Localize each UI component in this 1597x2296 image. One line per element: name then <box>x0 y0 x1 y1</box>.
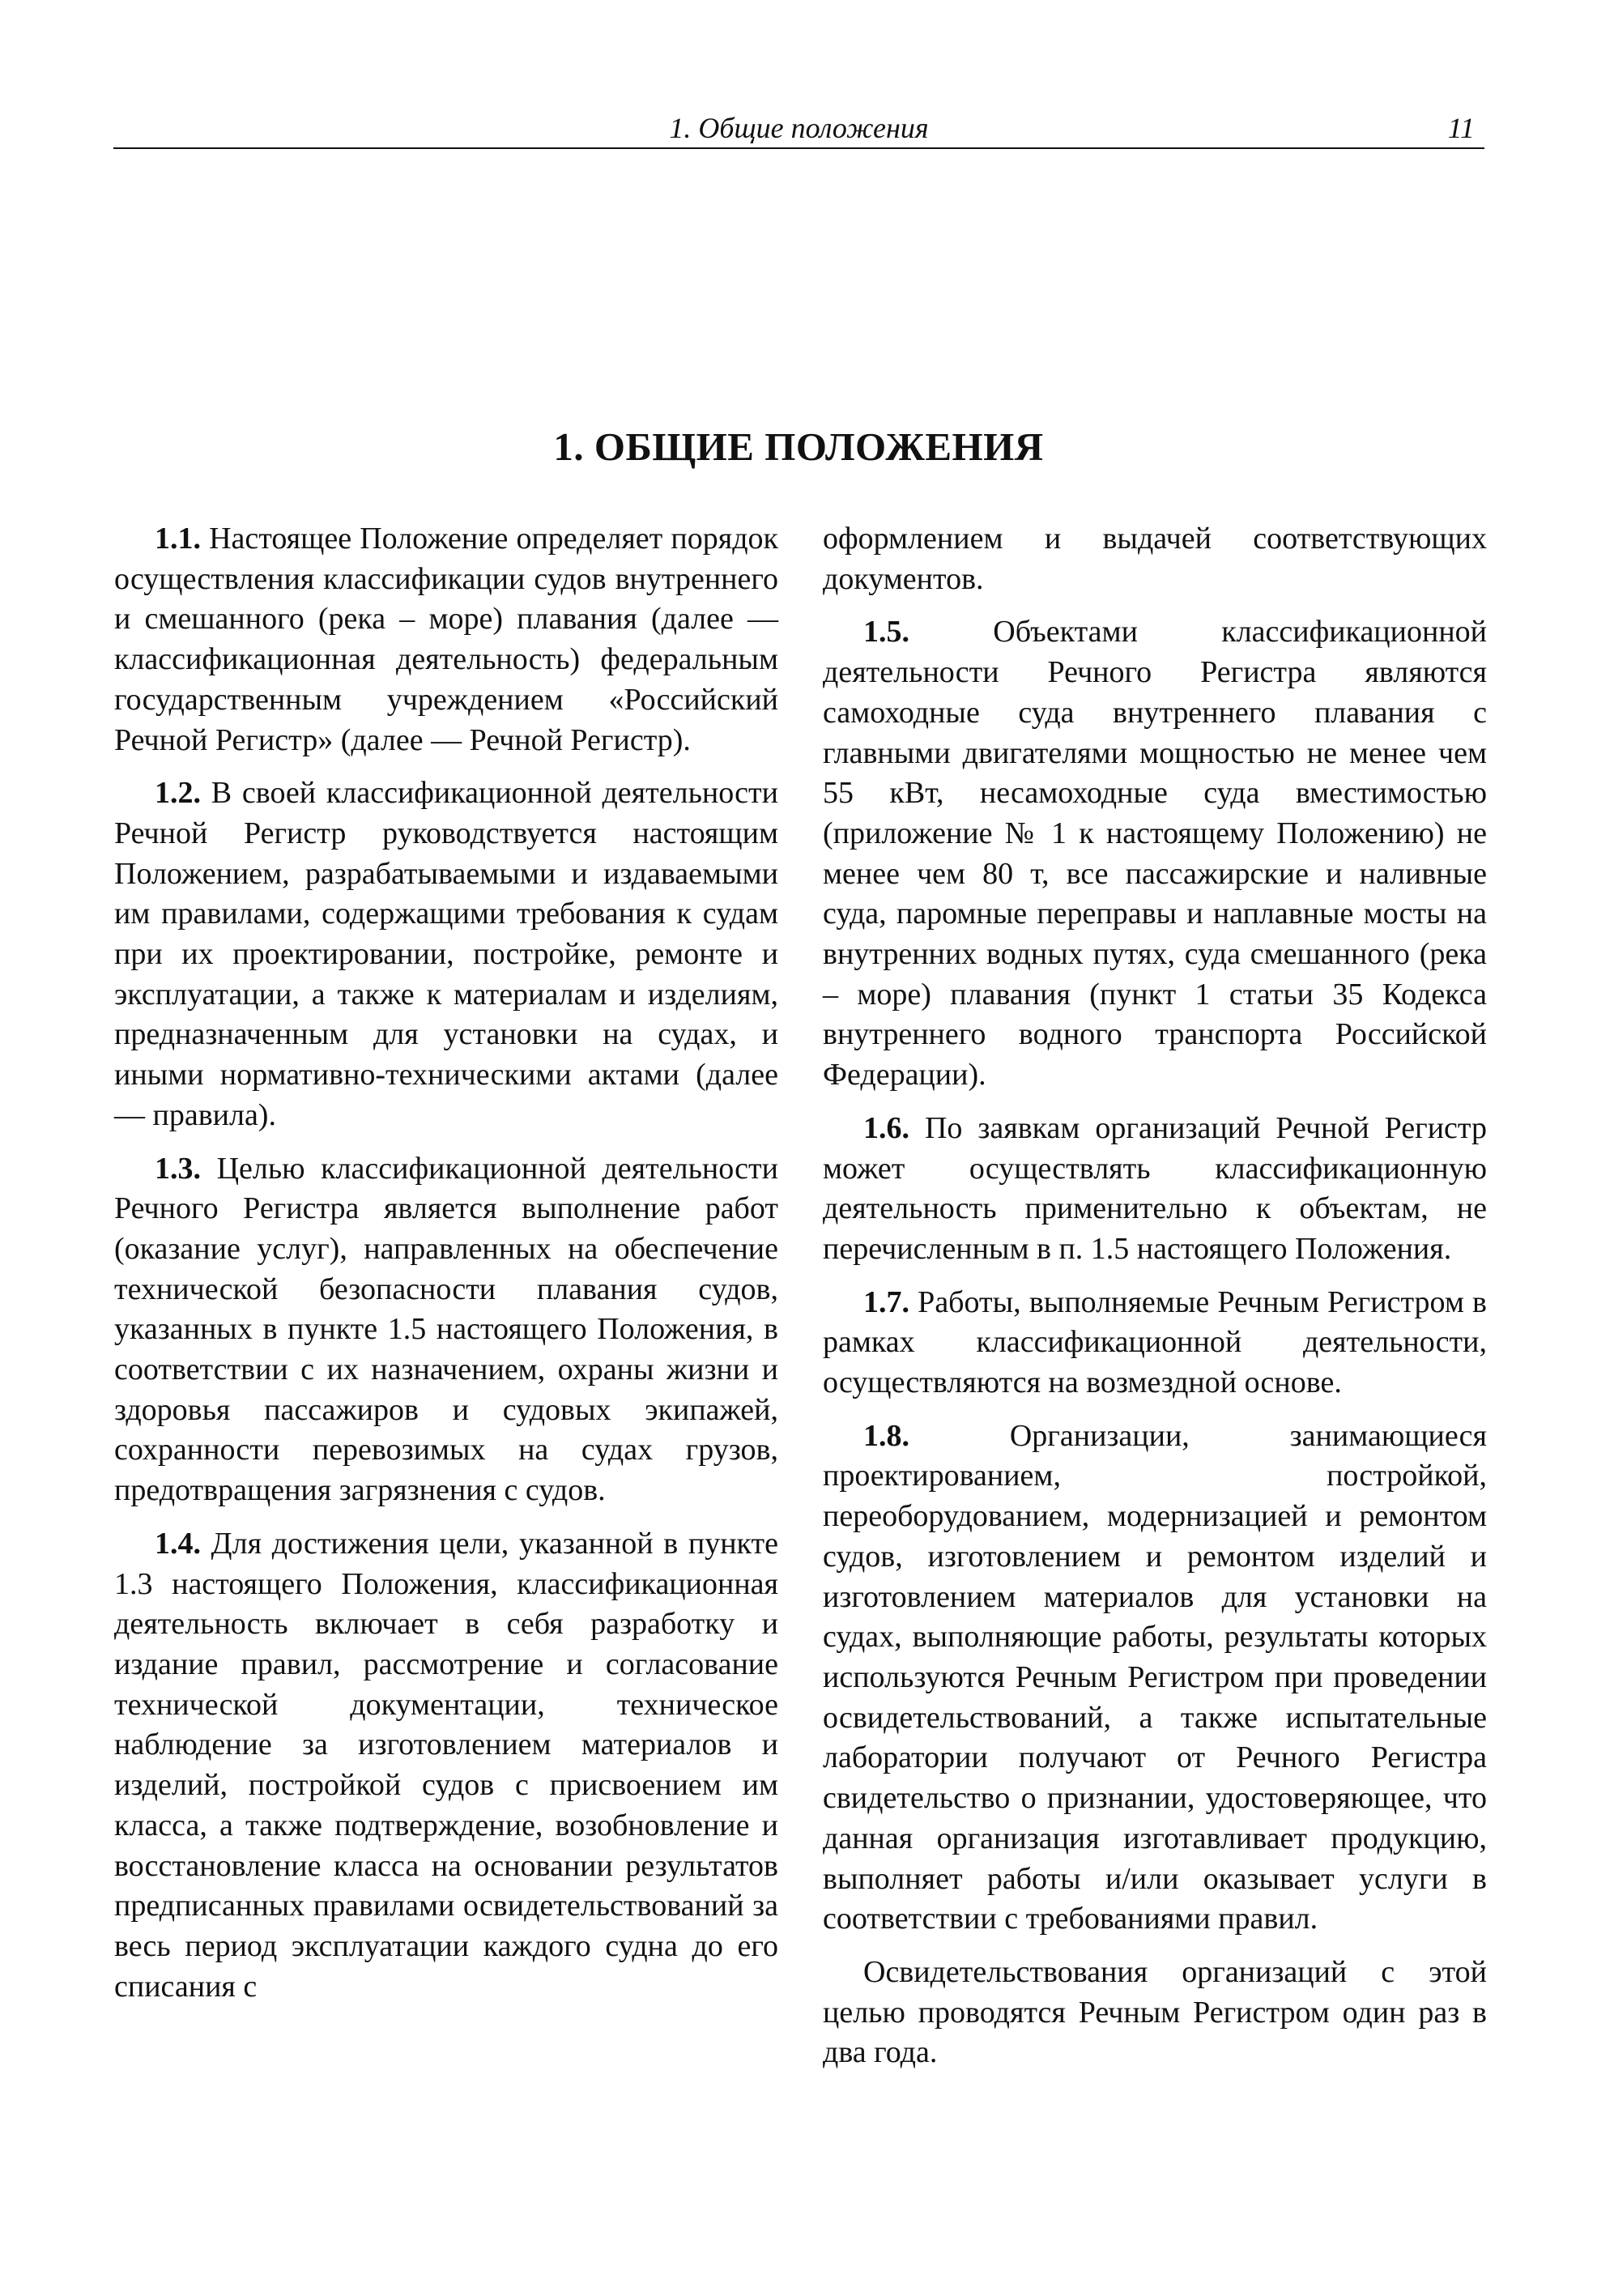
paragraph-1-4 <box>114 1524 778 2007</box>
paragraph-number: 1.4. <box>155 1526 201 1561</box>
paragraph-text: Работы, выполняемые Речным Регистром в рамках классификационной деятельности, осуществляются на возмездной основе. <box>823 1284 1487 1400</box>
paragraph-1-2 <box>114 773 778 1135</box>
paragraph-1-7 <box>823 1283 1487 1404</box>
paragraph-text: Настоящее Положение определяет порядок осуществления классификации судов внутреннего и смешанного (река – море) плавания (далее — классификационная деятельность) федеральным государственным учреждением «Российский Речной Регистр» (далее — Речной Регистр). <box>114 522 778 757</box>
page-number: 11 <box>1447 112 1475 144</box>
paragraph-1-8 <box>823 1416 1487 1940</box>
paragraph-number: 1.5. <box>863 615 909 650</box>
chapter-title: 1. ОБЩИЕ ПОЛОЖЕНИЯ <box>553 424 1044 469</box>
paragraph-1-6 <box>823 1109 1487 1270</box>
paragraph-1-1 <box>114 519 778 760</box>
right-column <box>823 519 1487 2086</box>
paragraph-number: 1.2. <box>155 776 201 811</box>
paragraph-text: По заявкам организаций Речной Регистр может осуществлять классификационную деятельность применительно к объектам, не перечисленным в п. 1.5 настоящего Положения. <box>823 1110 1487 1266</box>
paragraph-text: Целью классификационной деятельности Речного Регистра является выполнение работ (оказание услуг), направленных на обеспечение технической безопасности плавания судов, указанных в пункте 1.5 настоящего Положения, в соответствии с их назначением, охраны жизни и здоровья пассажиров и судовых экипажей, сохранности перевозимых на судах грузов, предотвращения загрязнения с судов. <box>114 1151 778 1508</box>
paragraph-text: В своей классификационной деятельности Речной Регистр руководствуется настоящим Положением, разрабатываемыми и издаваемыми им правилами, содержащими требования к судам при их проектировании, постройке, ремонте и эксплуатации, а также к материалам и изделиям, предназначенным для установки на судах, и иными нормативно-техническими актами (далее — правила). <box>114 776 778 1132</box>
paragraph-number: 1.3. <box>155 1151 201 1186</box>
paragraph-text: Организации, занимающиеся проектированием, постройкой, переоборудованием, модернизацией и ремонтом судов, изготовлением и ремонтом изделий и изготовлением материалов для установки на судах, выполняющие работы, результаты которых используются Речным Регистром при проведении освидетельствований, а также испытательные лаборатории получают от Речного Регистра свидетельство о признании, удостоверяющее, что данная организация изготавливает продукцию, выполняет работы и/или оказывает услуги в соответствии с требованиями правил. <box>823 1418 1487 1936</box>
page-header <box>113 110 1484 149</box>
paragraph-1-5 <box>823 612 1487 1095</box>
paragraph-text: Для достижения цели, указанной в пункте 1.3 настоящего Положения, классификационная деятельность включает в себя разработку и издание правил, рассмотрение и согласование технической документации, техническое наблюдение за изготовлением материалов и изделий, постройкой судов с присвоением им класса, а также подтверждение, возобновление и восстановление класса на основании результатов предписанных правилами освидетельствований за весь период эксплуатации каждого судна до его списания с <box>114 1526 778 2004</box>
paragraph-number: 1.6. <box>863 1110 909 1145</box>
left-column <box>114 519 778 2020</box>
paragraph-number: 1.1. <box>155 522 201 556</box>
paragraph-number: 1.7. <box>863 1284 909 1319</box>
running-title: 1. Общие положения <box>669 112 929 144</box>
paragraph-number: 1.8. <box>863 1418 909 1453</box>
paragraph-1-4-continuation: оформлением и выдачей соответствующих документов. <box>823 522 1487 596</box>
paragraph-closing: Освидетельствования организаций с этой целью проводятся Речным Регистром один раз в два года. <box>823 1954 1487 2070</box>
paragraph-1-3 <box>114 1149 778 1511</box>
paragraph-text: Объектами классификационной деятельности Речного Регистра являются самоходные суда внутреннего плавания с главными двигателями мощностью не менее чем 55 кВт, несамоходные суда вместимостью (приложение № 1 к настоящему Положению) не менее чем 80 т, все пассажирские и наливные суда, паромные переправы и наплавные мосты на внутренних водных путях, суда смешанного (река – море) плавания (пункт 1 статьи 35 Кодекса внутреннего водного транспорта Российской Федерации). <box>823 615 1487 1093</box>
